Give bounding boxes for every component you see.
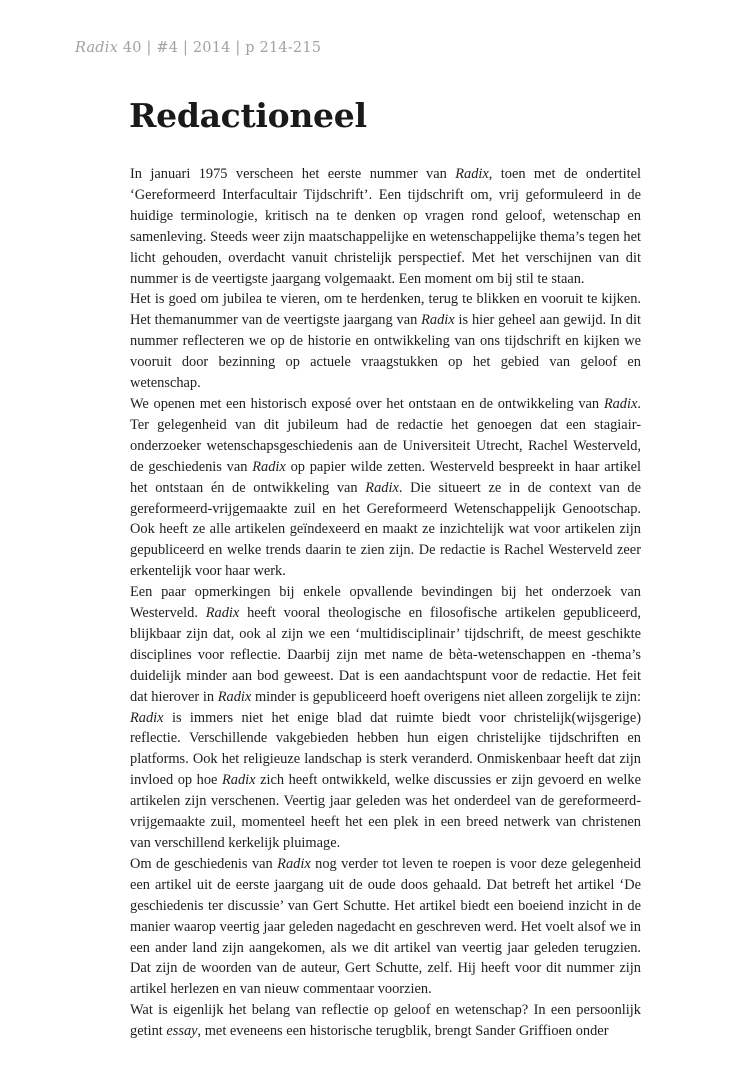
text-run: . Die situeert ze in de context van de gereformeerd-vrijgemaakte zuil en het Gereformeerd Wetenschappelijk Genootschap. Ook heeft ze alle artikelen geïndexeerd en maakt ze inzichtelijk wat voor artikelen zijn gepubliceerd en welke trends daarin te zien zijn. De redactie is Rachel Westerveld zeer erkentelijk voor haar werk. [130, 479, 641, 580]
italic-text: Radix [221, 772, 256, 789]
article-body [130, 164, 641, 1042]
text-run: Wat is eigenlijk het belang van reflectie op geloof en wetenschap? In een persoonlijk getint [130, 1002, 641, 1040]
text-run: op papier wilde zetten. Westerveld bespreekt in haar artikel het ontstaan én de ontwikkeling van [130, 458, 641, 496]
italic-text: Radix [455, 166, 489, 182]
italic-text: Radix [205, 605, 240, 622]
text-run: , toen met de ondertitel ‘Gereformeerd Interfacultair Tijdschrift’. Een tijdschrift om, vrij geformuleerd in de huidige terminologie, kritisch na te denken op vragen rond geloof, wetenschap en samenleving. Steeds weer zijn maatschappelijke en wetenschappelijke thema’s tegen het licht gehouden, overdacht vanuit christelijk perspectief. Met het verschijnen van dit nummer is de veertigste jaargang volgemaakt. Een moment om bij stil te staan. [130, 166, 641, 287]
text-run: . Ter gelegenheid van dit jubileum had de redactie het genoegen dat een stagiair-onderzoeker wetenschapsgeschiedenis aan de Universiteit Utrecht, Rachel Westerveld, de geschiedenis van [130, 395, 641, 475]
italic-text: Radix [421, 312, 455, 329]
text-run: , met eveneens een historische terugblik, brengt Sander Griffioen onder [197, 1023, 609, 1040]
italic-text: Radix [365, 479, 399, 496]
text-run: In januari 1975 verscheen het eerste nummer van [130, 166, 456, 182]
text-run: heeft vooral theologische en filosofische artikelen gepubliceerd, blijkbaar zijn dat, ook al zijn we een ‘multidisciplinair’ tijdschrift, de meest geschikte disciplines voor reflectie. Daarbij zijn met name de bèta-wetenschappen en -thema’s duidelijk minder aan bod geweest. Dat is een aandachtspunt voor de redactie. Het feit dat hierover in [130, 605, 641, 705]
italic-text: essay [166, 1023, 198, 1040]
italic-text: Radix [252, 458, 286, 475]
text-run: Het is goed om jubilea te vieren, om te herdenken, terug te blikken en vooruit te kijken. Het themanummer van de veertigste jaargang van [130, 291, 641, 329]
text-run: Om de geschiedenis van [130, 855, 278, 872]
text-run: zich heeft ontwikkeld, welke discussies er zijn gevoerd en welke artikelen zijn verschenen. Veertig jaar geleden was het onderdeel van de gereformeerd-vrijgemaakte zuil, momenteel heeft het een plek in een breed netwerk van christenen van verschillend kerkelijk pluimage. [130, 772, 641, 851]
italic-text: Radix [277, 855, 311, 872]
italic-text: Radix [217, 688, 252, 705]
journal-name: Radix [75, 40, 118, 56]
italic-text: Radix [130, 709, 164, 726]
text-run: We openen met een historisch exposé over het ontstaan en de ontwikkeling van [130, 395, 604, 412]
paragraph [130, 854, 641, 1000]
text-run: minder is gepubliceerd hoeft overigens niet alleen zorgelijk te zijn: [251, 688, 641, 705]
running-header [75, 40, 321, 56]
text-run: is immers niet het enige blad dat ruimte biedt voor christelijk(wijsgerige) reflectie. Verschillende vakgebieden hebben hun eigen christelijke tijdschriften en platforms. Ook het religieuze landschap is sterk veranderd. Onmiskenbaar heeft dat zijn invloed op hoe [130, 709, 641, 789]
paragraph [130, 1000, 641, 1042]
issue-info: 40 | #4 | 2014 | p 214-215 [118, 40, 322, 56]
italic-text: Radix [603, 395, 638, 412]
page-title: Redactioneel [129, 96, 367, 135]
text-run: Een paar opmerkingen bij enkele opvallende bevindingen bij het onderzoek van Westerveld. [130, 584, 641, 622]
paragraph [130, 164, 641, 289]
text-run: nog verder tot leven te roepen is voor deze gelegenheid een artikel uit de eerste jaargang uit de oude doos gehaald. Dat betreft het artikel ‘De geschiedenis ter discussie’ van Gert Schutte. Het artikel biedt een boeiend inzicht in de manier waarop veertig jaar geleden nagedacht en geschreven werd. Het voelt alsof we in een ander land zijn aangekomen, als we dit artikel van veertig jaar geleden terugzien. Dat zijn de woorden van de auteur, Gert Schutte, zelf. Hij heeft voor dit nummer zijn artikel herlezen en van nieuw commentaar voorzien. [130, 855, 641, 998]
paragraph [130, 582, 641, 854]
text-run: is hier geheel aan gewijd. In dit nummer reflecteren we op de historie en ontwikkeling van ons tijdschrift en kijken we vooruit door bezinning op actuele vraagstukken op het gebied van geloof en wetenschap. [130, 312, 642, 392]
paragraph [130, 289, 641, 394]
paragraph [130, 394, 641, 582]
